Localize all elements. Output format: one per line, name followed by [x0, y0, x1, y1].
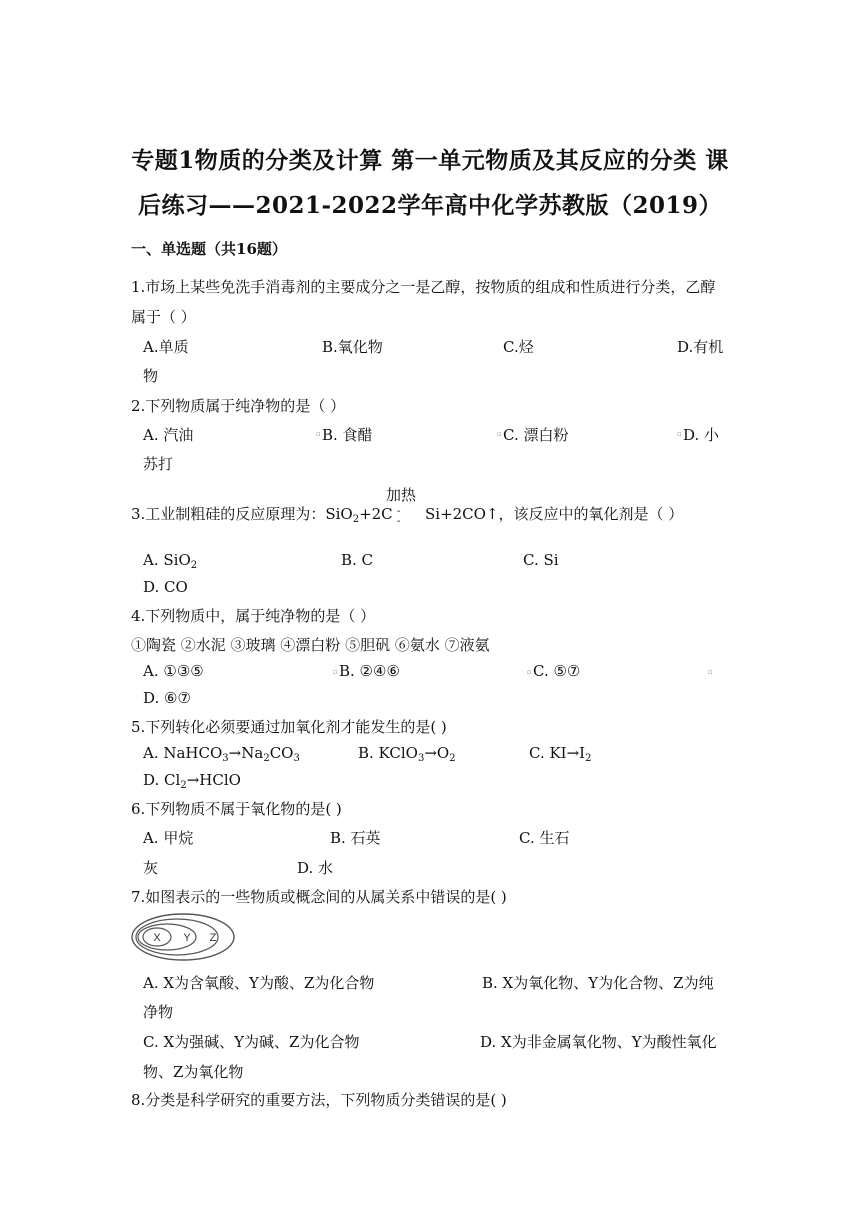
document-title-line1: 专题1物质的分类及计算 第一单元物质及其反应的分类 课 [131, 147, 729, 174]
q3-stem-part-a: 3.工业制粗硅的反应原理为：SiO [131, 505, 353, 523]
q5-option-d-part1: D. Cl [143, 771, 181, 789]
placeholder-dot: ▫ [708, 668, 713, 676]
q7-stem: 7.如图表示的一些物质或概念间的从属关系中错误的是( ) [131, 888, 507, 906]
q5-option-b-part2: →O [424, 744, 450, 762]
q7-option-c: C. X为强碱、Y为碱、Z为化合物 [143, 1033, 360, 1051]
q2-option-c: C. 漂白粉 [503, 426, 569, 444]
q2-option-d: D. 小 [683, 426, 720, 444]
q4-option-c: C. ⑤⑦ [533, 662, 581, 680]
document-title-line2: 后练习——2021-2022学年高中化学苏教版（2019） [137, 192, 723, 219]
equals-sign-top: - [397, 506, 401, 517]
q5-option-a-sub1: 3 [222, 753, 229, 764]
q5-option-a-part3: CO [269, 744, 294, 762]
q7-option-d: D. X为非金属氧化物、Y为酸性氧化 [480, 1033, 717, 1051]
q3-option-a-subscript: 2 [190, 560, 198, 571]
q3-option-a [143, 551, 197, 569]
q7-option-b: B. X为氧化物、Y为化合物、Z为纯 [482, 974, 714, 992]
section-heading: 一、单选题（共16题） [131, 240, 287, 258]
venn-z-label: Z [209, 932, 217, 944]
q6-option-b: B. 石英 [330, 829, 381, 847]
q3-option-b: B. C [341, 551, 374, 569]
q6-stem: 6.下列物质不属于氧化物的是( ) [131, 800, 342, 818]
placeholder-dot: ▫ [333, 668, 338, 676]
q3-stem [131, 503, 393, 524]
q3-option-c: C. Si [523, 551, 559, 569]
q5-option-c [529, 744, 591, 762]
placeholder-dot: ▫ [527, 668, 532, 676]
q2-option-a: A. 汽油 [143, 426, 194, 444]
q1-option-b: B.氧化物 [322, 338, 383, 356]
q5-option-a-part2: →Na [228, 744, 264, 762]
q5-option-a-sub3: 3 [293, 753, 300, 764]
q4-items: ①陶瓷 ②水泥 ③玻璃 ④漂白粉 ⑤胆矾 ⑥氨水 ⑦液氨 [131, 636, 490, 654]
venn-y-label: Y [183, 932, 191, 944]
q1-option-a: A.单质 [143, 338, 189, 356]
q3-option-a-text: A. SiO [143, 551, 191, 569]
q2-option-d-wrap: 苏打 [143, 455, 174, 473]
q4-stem: 4.下列物质中，属于纯净物的是（ ） [131, 607, 376, 625]
q3-subscript: 2 [352, 514, 360, 525]
q5-option-b-sub1: 3 [417, 753, 425, 764]
q5-option-b-part1: B. KClO [358, 744, 418, 762]
q6-option-a: A. 甲烷 [143, 829, 194, 847]
q6-option-c-wrap: 灰 [143, 859, 159, 877]
q7-option-b-wrap: 净物 [143, 1003, 174, 1021]
q3-stem-part-b: +2C [359, 505, 393, 523]
q5-option-b-sub2: 2 [449, 753, 456, 764]
q3-reaction-condition: 加热 [386, 486, 417, 504]
q8-stem: 8.分类是科学研究的重要方法，下列物质分类错误的是( ) [131, 1091, 507, 1109]
placeholder-dot: ▫ [316, 430, 321, 438]
q1-option-c: C.烃 [503, 338, 534, 356]
q5-option-d [143, 771, 241, 789]
q7-option-a: A. X为含氧酸、Y为酸、Z为化合物 [143, 974, 375, 992]
q3-stem-continuation: Si+2CO↑，该反应中的氧化剂是（ ） [425, 505, 684, 523]
q5-stem: 5.下列转化必须要通过加氧化剂才能发生的是( ) [131, 718, 447, 736]
venn-diagram [131, 912, 237, 962]
placeholder-dot: ▫ [677, 430, 682, 438]
q1-option-d: D.有机 [677, 338, 724, 356]
q4-option-a: A. ①③⑤ [143, 662, 204, 680]
q1-option-d-wrap: 物 [143, 367, 159, 385]
q5-option-a [143, 744, 300, 762]
q5-option-d-sub1: 2 [180, 780, 187, 791]
q5-option-c-part1: C. KI→I [529, 744, 586, 762]
q4-option-d: D. ⑥⑦ [143, 689, 191, 707]
q5-option-c-sub1: 2 [585, 753, 592, 764]
q4-option-b: B. ②④⑥ [339, 662, 400, 680]
equals-sign-bottom: - [397, 516, 401, 527]
q2-option-b: B. 食醋 [322, 426, 373, 444]
q1-stem-line1: 1.市场上某些免洗手消毒剂的主要成分之一是乙醇，按物质的组成和性质进行分类，乙醇 [131, 278, 716, 296]
venn-x-label: X [153, 932, 161, 944]
q5-option-b [358, 744, 456, 762]
placeholder-dot: ▫ [497, 430, 502, 438]
q1-stem-line2: 属于（ ） [131, 308, 196, 326]
q5-option-a-part1: A. NaHCO [143, 744, 223, 762]
q3-option-d: D. CO [143, 578, 188, 596]
q5-option-a-sub2: 2 [263, 753, 270, 764]
q6-option-d: D. 水 [297, 859, 334, 877]
q6-option-c: C. 生石 [519, 829, 570, 847]
q5-option-d-part2: →HClO [186, 771, 241, 789]
q2-stem: 2.下列物质属于纯净物的是（ ） [131, 397, 346, 415]
q7-option-d-wrap: 物、Z为氧化物 [143, 1063, 244, 1081]
